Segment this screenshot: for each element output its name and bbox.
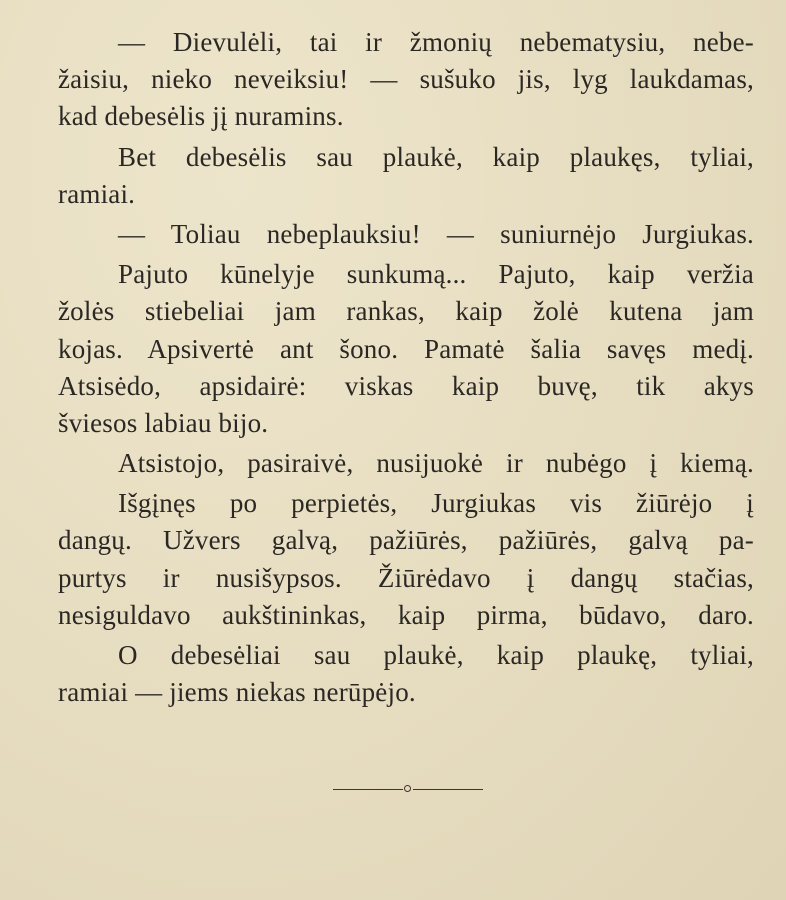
- text-block: [58, 24, 754, 711]
- divider-rule-right: [413, 789, 483, 790]
- text-line: dangų. Užvers galvą, pažiūrės, pažiūrės, galvą pa-: [58, 525, 754, 556]
- text-line: kojas. Apsivertė ant šono. Pamatė šalia savęs medį.: [58, 333, 754, 364]
- text-line: žolės stiebeliai jam rankas, kaip žolė kutena jam: [58, 296, 754, 327]
- text-line: — Dievulėli, tai ir žmonių nebematysiu, nebe-: [118, 27, 754, 57]
- text-line: Atsistojo, pasiraivė, nusijuokė ir nubėgo į kiemą.: [118, 448, 754, 479]
- text-line: ramiai.: [58, 178, 136, 209]
- text-line: žaisiu, nieko neveiksiu! — sušuko jis, lyg laukdamas,: [58, 64, 754, 95]
- text-line: šviesos labiau bijo.: [58, 407, 269, 438]
- text-line: Pajuto kūnelyje sunkumą... Pajuto, kaip veržia: [118, 259, 754, 290]
- text-line: Išgįnęs po perpietės, Jurgiukas vis žiūrėjo į: [118, 488, 754, 519]
- text-line: — Toliau nebeplauksiu! — suniurnėjo Jurgiukas.: [118, 218, 754, 249]
- section-divider-ornament: [333, 785, 483, 793]
- text-line: ramiai — jiems niekas nerūpėjo.: [58, 677, 416, 708]
- text-line: Bet debesėlis sau plaukė, kaip plaukęs, tyliai,: [118, 141, 754, 172]
- divider-circle-icon: [404, 785, 411, 792]
- text-line: nesiguldavo aukštininkas, kaip pirma, būdavo, daro.: [58, 599, 754, 630]
- text-line: O debesėliai sau plaukė, kaip plaukę, tyliai,: [118, 640, 754, 670]
- text-line: purtys ir nusišypsos. Žiūrėdavo į dangų stačias,: [58, 562, 754, 593]
- text-line: Atsisėdo, apsidairė: viskas kaip buvę, tik akys: [58, 370, 754, 401]
- text-line: kad debesėlis jį nuramins.: [58, 101, 344, 132]
- divider-rule-left: [333, 789, 403, 790]
